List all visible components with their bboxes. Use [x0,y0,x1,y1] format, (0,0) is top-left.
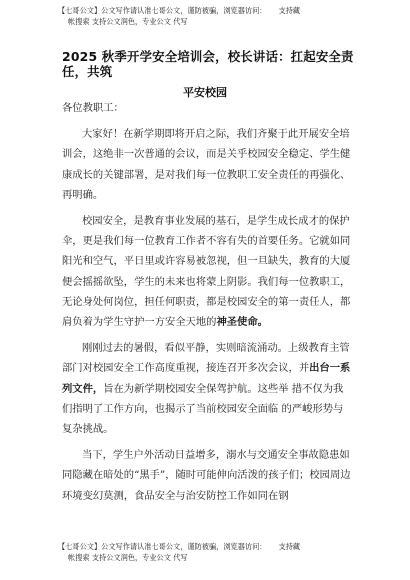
paragraph-2-text: 校园安全，是教育事业发展的基石，是学生成长成才的保护伞，更是我们每一位教育工作者不容有失的首要任务。它就如同阳光和空气，平日里或许容易被忽视，但一旦缺失，教育的大厦便会摇摇欲坠，学生的未来也将蒙上阴影。我们每一位教职工，无论身处何岗位，担任何职责，都是校园安全的第一责任人，都肩负着为学生守护一方安全天地的 [62,215,351,329]
paragraph-3 [62,338,352,439]
salutation: 各位教职工： [62,102,124,114]
page-header [58,5,358,27]
header-notice-text: 【七哥公文】公文写作请认准七哥公文，谨防被骗，浏览器访问： [58,6,267,15]
header-notice-tail: 支持藏 [278,6,301,15]
page-footer [58,541,358,563]
paragraph-1: 大家好！在新学期即将开启之际，我们齐聚于此开展安全培训会，这绝非一次普通的会议，而是关乎校园安全稳定、学生健康成长的关键部署，是对我们每一位教职工安全责任的再强化、再明确。 [62,128,351,201]
footer-notice-line2: 帐搜索 支持公文润色，专业公文 代写 [68,553,188,562]
paragraph-2-emphasis: 神圣使命。 [216,316,268,329]
footer-notice-text: 【七哥公文】公文写作请认准七哥公文，谨防被骗，浏览器访问： [58,542,267,551]
paragraph-3-text: 刚刚过去的暑假，看似平静，实则暗流涌动。上级教育主管部门对校园安全工作高度重视，接连召开多次会议，并 [62,342,350,375]
paragraph-2 [62,211,352,332]
paragraph-3-emphasis: 出台一系列文件， [62,362,351,395]
header-notice-line2: 帐搜索 支持公文润色，专业公文 代写 [68,17,188,26]
document-title: 2025 秋季开学安全培训会，校长讲话：扛起安全责任，共筑 [62,49,354,79]
paragraph-3-tail: 旨在为新学期校园安全保驾护航。这些举 措不仅为我们指明了工作方向，也揭示了当前校园安全面临 的严峻形势与复杂挑战。 [62,382,344,436]
document-subtitle: 平安校园 [183,86,227,99]
paragraph-4: 当下，学生户外活动日益增多，溺水与交通安全事故隐患如同隐藏在暗处的“黑手”，随时可能伸向活泼的孩子们；校园周边环境变幻莫测，食品安全与治安防控工作如同在钢 [62,449,351,502]
footer-notice-tail: 支持藏 [278,542,301,551]
document-body [62,98,352,506]
